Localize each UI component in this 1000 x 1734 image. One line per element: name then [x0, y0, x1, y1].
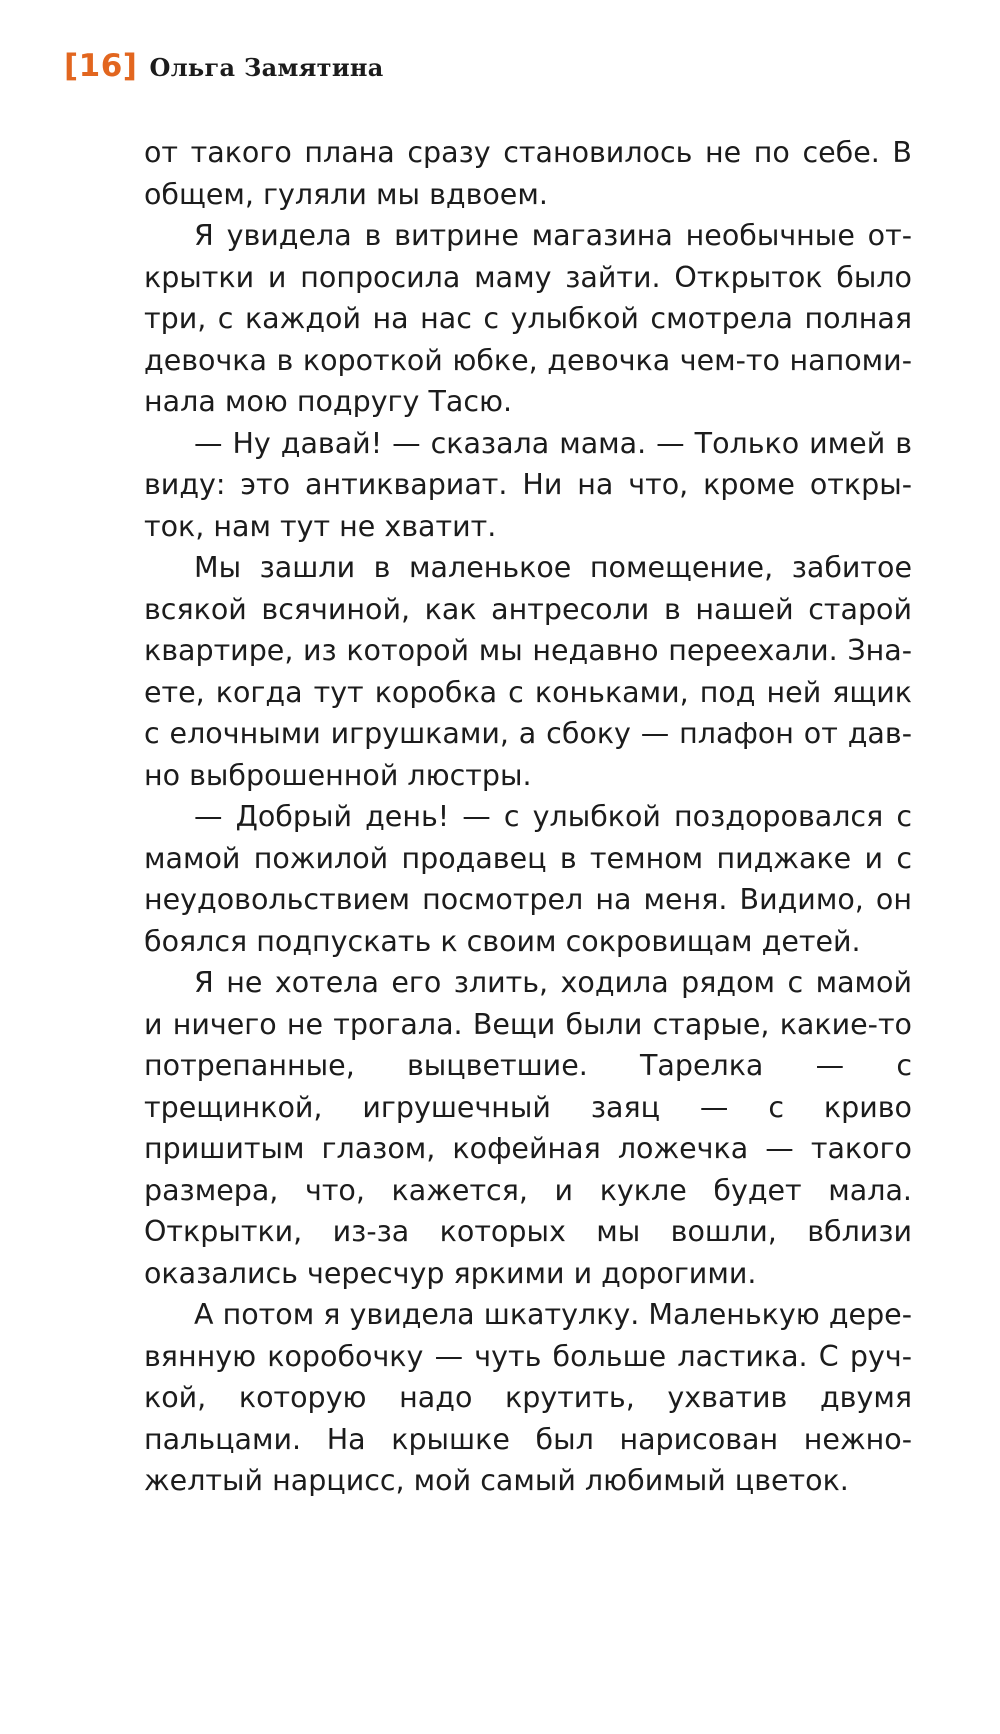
- paragraph: А потом я увидела шкатулку. Маленькую деревянную коробочку — чуть больше ластика. С ручкой, которую надо крутить, ухватив двумя пальцами. На крышке был нарисован нежно-желтый нарцисс, мой самый любимый цветок.: [144, 1298, 912, 1497]
- paragraph: от такого плана сразу становилось не по себе. В общем, гуляли мы вдвоем.: [144, 136, 912, 211]
- page-number: [16]: [64, 48, 138, 84]
- paragraph: Я увидела в витрине магазина необычные открытки и попросила маму зайти. Открыток было три, с каждой на нас с улыбкой смотрела полная девочка в короткой юбке, девочка чем-то напоминала мою подругу Тасю.: [144, 219, 912, 418]
- paragraph: — Добрый день! — с улыбкой поздоровался с мамой пожилой продавец в темном пиджаке и с неудовольствием посмотрел на меня. Видимо, он боялся подпускать к своим сокровищам детей.: [144, 800, 912, 958]
- author-name: Ольга Замятина: [149, 53, 384, 82]
- paragraph: — Ну давай! — сказала мама. — Только имей в виду: это антиквариат. Ни на что, кроме открыток, нам тут не хватит.: [144, 426, 912, 543]
- paragraph: Я не хотела его злить, ходила рядом с мамой и ничего не трогала. Вещи были старые, какие-то потрепанные, выцветшие. Тарелка — с трещинкой, игрушечный заяц — с криво пришитым глазом, кофейная ложечка — такого размера, что, кажется, и кукле будет мала. Открытки, из-за которых мы вошли, вблизи оказались чересчур яркими и дорогими.: [144, 966, 912, 1290]
- paragraph: Мы зашли в маленькое помещение, забитое всякой всячиной, как антресоли в нашей старой квартире, из которой мы недавно переехали. Знаете, когда тут коробка с коньками, под ней ящик с елочными игрушками, а сбоку — плафон от давно выброшенной люстры.: [144, 551, 912, 792]
- running-head: [64, 48, 384, 84]
- body-text: [144, 132, 912, 1502]
